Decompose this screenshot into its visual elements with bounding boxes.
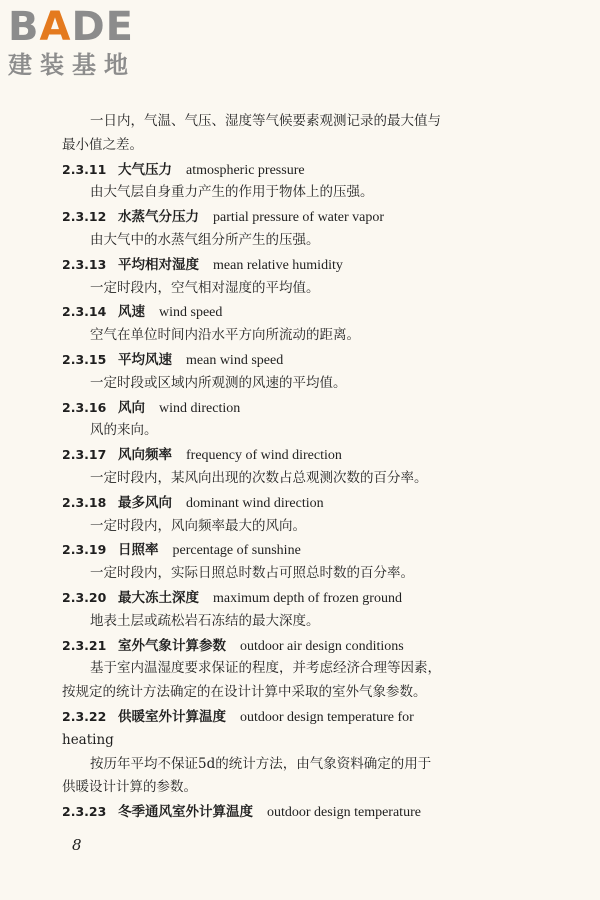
body-text-line: 由大气中的水蒸气组分所产生的压强。 bbox=[90, 231, 320, 248]
term-english: maximum depth of frozen ground bbox=[213, 590, 402, 606]
bade-logo bbox=[8, 4, 178, 88]
term-chinese: 平均相对湿度 bbox=[118, 256, 199, 273]
logo-subtitle: 建装基地 bbox=[8, 51, 136, 79]
clause-number: 2.3.14 bbox=[62, 304, 107, 320]
document-body bbox=[62, 110, 514, 824]
term-chinese: 冬季通风室外计算温度 bbox=[118, 804, 253, 821]
term-chinese: 风向 bbox=[118, 399, 145, 416]
term-heading bbox=[62, 158, 514, 182]
body-text-line: 一定时段内，空气相对湿度的平均值。 bbox=[90, 279, 320, 296]
term-english: outdoor design temperature bbox=[267, 805, 421, 821]
term-heading bbox=[62, 538, 514, 562]
body-text-line: 空气在单位时间内沿水平方向所流动的距离。 bbox=[90, 327, 360, 344]
term-heading bbox=[62, 586, 514, 610]
clause-number: 2.3.19 bbox=[62, 542, 107, 558]
body-text-line: 一定时段内，风向频率最大的风向。 bbox=[90, 517, 306, 534]
body-text-line: 地表土层或疏松岩石冻结的最大深度。 bbox=[90, 612, 320, 629]
term-english: atmospheric pressure bbox=[186, 162, 305, 178]
term-english: partial pressure of water vapor bbox=[213, 210, 385, 226]
clause-number: 2.3.15 bbox=[62, 351, 107, 367]
term-english: wind speed bbox=[159, 305, 223, 321]
body-text-line: 由大气层自身重力产生的作用于物体上的压强。 bbox=[90, 184, 374, 201]
body-text-line: 一定时段内，实际日照总时数占可照总时数的百分率。 bbox=[90, 565, 414, 582]
term-chinese: 室外气象计算参数 bbox=[118, 637, 226, 654]
body-text-line: 风的来向。 bbox=[90, 422, 158, 439]
clause-number: 2.3.11 bbox=[62, 161, 107, 177]
term-chinese: 供暖室外计算温度 bbox=[118, 708, 226, 725]
term-heading bbox=[62, 396, 514, 420]
term-chinese: 平均风速 bbox=[118, 351, 172, 368]
term-heading bbox=[62, 705, 514, 729]
term-english: dominant wind direction bbox=[186, 495, 324, 511]
term-heading bbox=[62, 443, 514, 467]
term-english: outdoor design temperature for bbox=[240, 709, 414, 725]
term-heading bbox=[62, 348, 514, 372]
term-chinese: 最多风向 bbox=[118, 494, 172, 511]
body-text-line: 基于室内温湿度要求保证的程度，并考虑经济合理等因素， bbox=[90, 660, 441, 677]
logo-wordmark: BADE bbox=[8, 4, 134, 50]
body-text-line: 供暖设计计算的参数。 bbox=[62, 779, 197, 796]
term-chinese: 最大冻土深度 bbox=[118, 589, 199, 606]
clause-number: 2.3.12 bbox=[62, 209, 107, 225]
term-heading bbox=[62, 800, 514, 824]
body-text-line: 一定时段内，某风向出现的次数占总观测次数的百分率。 bbox=[90, 469, 428, 486]
page-number: 8 bbox=[72, 836, 82, 854]
clause-number: 2.3.18 bbox=[62, 494, 107, 510]
clause-number: 2.3.17 bbox=[62, 447, 107, 463]
clause-number: 2.3.13 bbox=[62, 256, 107, 272]
clause-number: 2.3.22 bbox=[62, 708, 107, 724]
body-text-line: 按历年平均不保证5d的统计方法，由气象资料确定的用于 bbox=[90, 755, 432, 772]
clause-number: 2.3.21 bbox=[62, 637, 107, 653]
term-heading bbox=[62, 300, 514, 324]
term-chinese: 风向频率 bbox=[118, 447, 172, 464]
term-heading bbox=[62, 253, 514, 277]
body-text-line: heating bbox=[62, 731, 114, 748]
body-text-line: 一日内，气温、气压、湿度等气候要素观测记录的最大值与 bbox=[90, 113, 441, 129]
term-heading bbox=[62, 634, 514, 658]
clause-number: 2.3.16 bbox=[62, 399, 107, 415]
term-chinese: 日照率 bbox=[118, 542, 159, 559]
term-heading bbox=[62, 491, 514, 515]
term-english: frequency of wind direction bbox=[186, 448, 342, 464]
term-heading bbox=[62, 205, 514, 229]
term-chinese: 风速 bbox=[118, 304, 145, 321]
clause-number: 2.3.20 bbox=[62, 589, 107, 605]
body-text-line: 一定时段或区域内所观测的风速的平均值。 bbox=[90, 374, 347, 391]
term-english: percentage of sunshine bbox=[172, 543, 301, 559]
term-chinese: 水蒸气分压力 bbox=[118, 209, 199, 226]
term-english: outdoor air design conditions bbox=[240, 638, 404, 654]
body-text-line: 按规定的统计方法确定的在设计计算中采取的室外气象参数。 bbox=[62, 684, 427, 701]
term-chinese: 大气压力 bbox=[118, 161, 172, 178]
term-english: mean wind speed bbox=[186, 352, 284, 368]
body-text-line: 最小值之差。 bbox=[62, 136, 143, 153]
term-english: wind direction bbox=[159, 400, 241, 416]
clause-number: 2.3.23 bbox=[62, 804, 107, 820]
term-english: mean relative humidity bbox=[213, 257, 343, 273]
